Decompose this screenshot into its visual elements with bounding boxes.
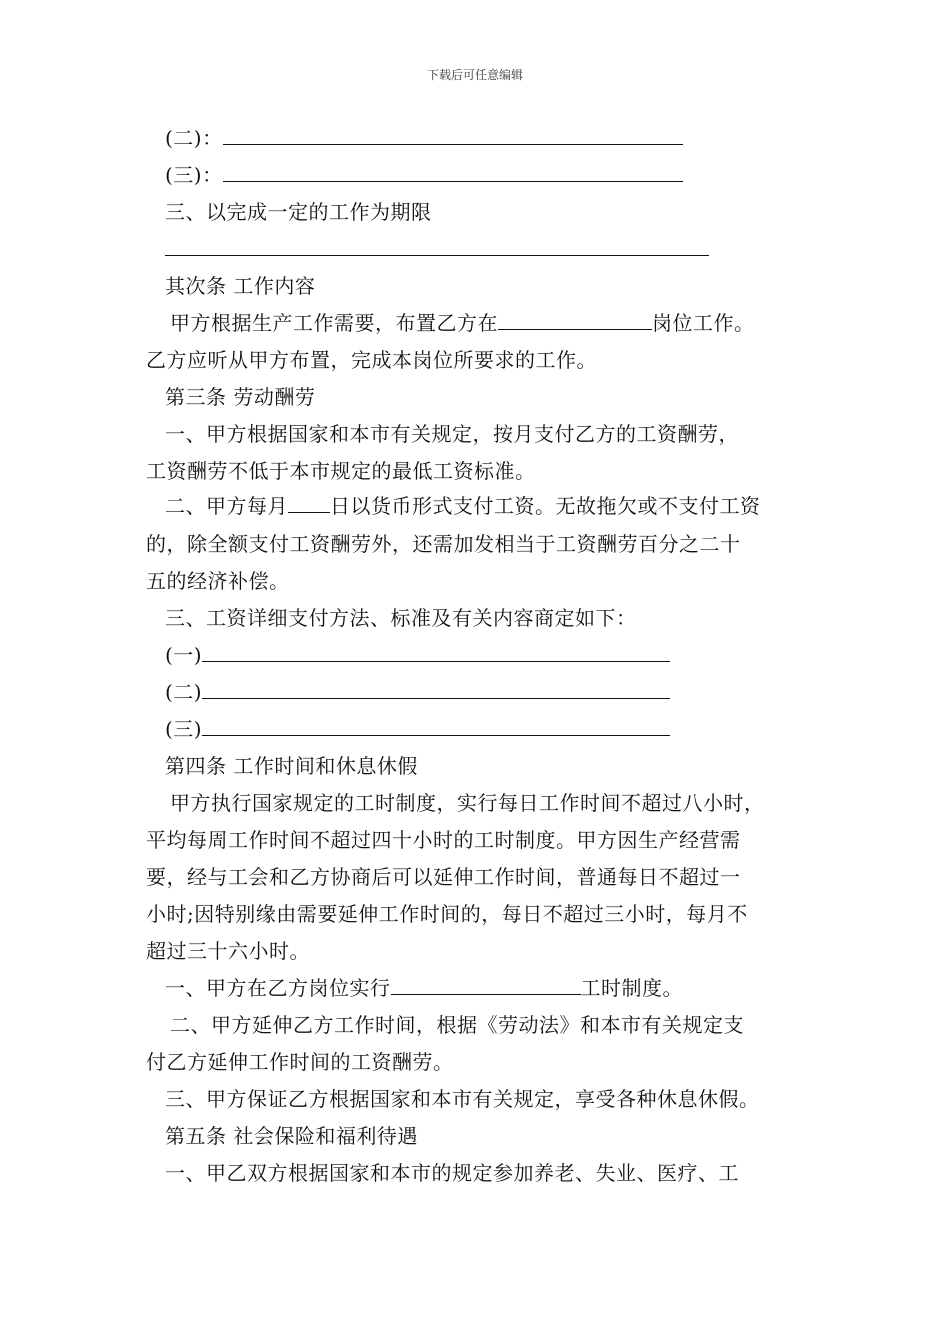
paragraph-line: [165, 494, 761, 518]
paragraph-line: 的，除全额支付工资酬劳外，还需加发相当于工资酬劳百分之二十: [146, 532, 741, 556]
section-heading: 第三条 劳动酬劳: [165, 385, 316, 409]
text-span: 日以货币形式支付工资。无故拖欠或不支付工资: [330, 494, 761, 518]
paragraph-line: 一、甲乙双方根据国家和本市的规定参加养老、失业、医疗、工: [165, 1161, 739, 1185]
clause-line: [165, 126, 683, 150]
page-header: 下载后可任意编辑: [426, 68, 523, 82]
text-span: 工时制度。: [580, 976, 683, 1000]
paragraph-line: 付乙方延伸工作时间的工资酬劳。: [146, 1050, 454, 1074]
section-heading: 其次条 工作内容: [165, 274, 316, 298]
paragraph-line: 五的经济补偿。: [146, 569, 290, 593]
fill-blank[interactable]: [288, 494, 330, 513]
text-span: 一、甲方在乙方岗位实行: [165, 976, 391, 1000]
clause-line: [165, 680, 670, 704]
paragraph-line: 二、甲方延伸乙方工作时间，根据《劳动法》和本市有关规定支: [170, 1013, 744, 1037]
fill-blank[interactable]: [391, 976, 581, 995]
fill-line: [165, 237, 709, 261]
paragraph-line: 乙方应听从甲方布置，完成本岗位所要求的工作。: [146, 348, 597, 372]
text-span: 二、甲方每月: [165, 494, 288, 518]
paragraph-line: 甲方执行国家规定的工时制度，实行每日工作时间不超过八小时，: [170, 791, 765, 815]
fill-blank[interactable]: [202, 717, 670, 736]
paragraph-line: 三、甲方保证乙方根据国家和本市有关规定，享受各种休息休假。: [165, 1087, 760, 1111]
fill-blank[interactable]: [202, 643, 670, 662]
paragraph-line: 三、工资详细支付方法、标准及有关内容商定如下：: [165, 606, 637, 630]
clause-line: [165, 643, 670, 667]
clause-label: (一): [165, 643, 203, 667]
fill-blank[interactable]: [165, 237, 709, 256]
paragraph-line: 工资酬劳不低于本市规定的最低工资标准。: [146, 459, 536, 483]
clause-line: [165, 717, 670, 741]
paragraph-line: 平均每周工作时间不超过四十小时的工时制度。甲方因生产经营需: [146, 828, 741, 852]
paragraph-line: 三、以完成一定的工作为期限: [165, 200, 432, 224]
fill-blank[interactable]: [223, 126, 683, 145]
section-heading: 第五条 社会保险和福利待遇: [165, 1124, 418, 1148]
clause-label: (三): [165, 717, 203, 741]
clause-label: (二): [165, 680, 203, 704]
paragraph-line: 一、甲方根据国家和本市有关规定，按月支付乙方的工资酬劳，: [165, 422, 739, 446]
clause-label: (二)：: [165, 126, 223, 150]
text-span: 甲方根据生产工作需要，布置乙方在: [170, 311, 498, 335]
fill-blank[interactable]: [498, 311, 652, 330]
fill-blank[interactable]: [223, 163, 683, 182]
clause-line: [165, 163, 683, 187]
paragraph-line: 超过三十六小时。: [146, 939, 310, 963]
clause-label: (三)：: [165, 163, 223, 187]
paragraph-line: [170, 311, 755, 335]
fill-blank[interactable]: [202, 680, 670, 699]
section-heading: 第四条 工作时间和休息休假: [165, 754, 418, 778]
paragraph-line: 小时;因特别缘由需要延伸工作时间的，每日不超过三小时，每月不: [146, 902, 748, 926]
text-span: 岗位工作。: [652, 311, 755, 335]
paragraph-line: [165, 976, 683, 1000]
paragraph-line: 要，经与工会和乙方协商后可以延伸工作时间，普通每日不超过一: [146, 865, 741, 889]
